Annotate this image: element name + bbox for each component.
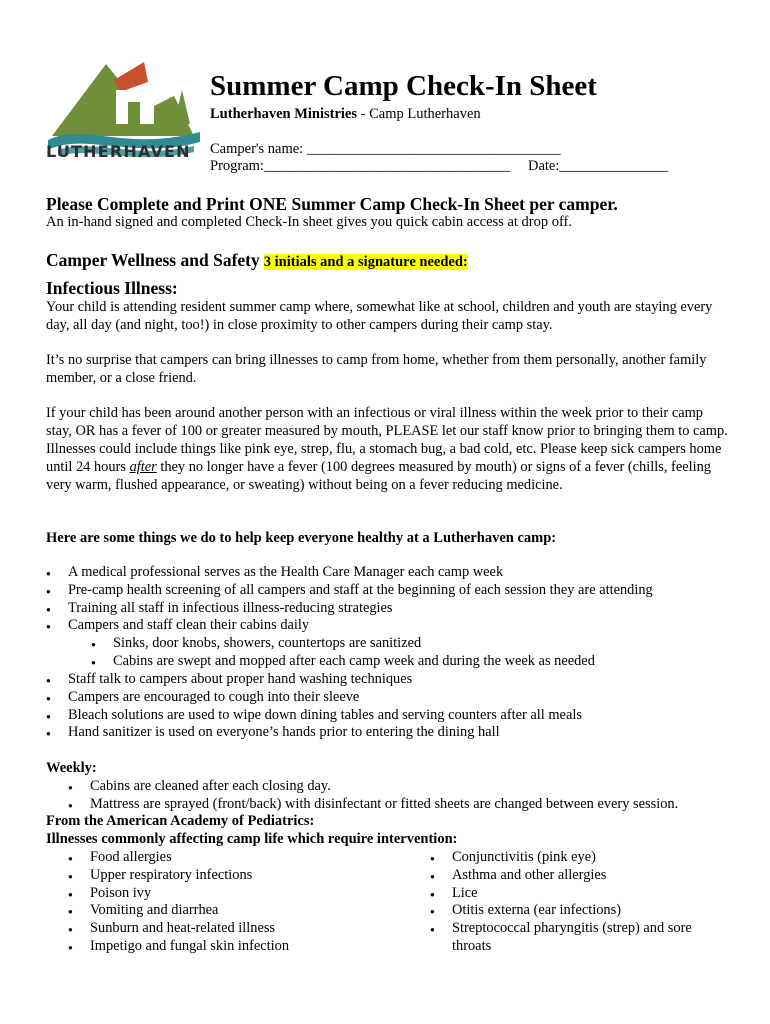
illness-heading: Infectious Illness: — [46, 278, 178, 298]
list-item: ● Conjunctivitis (pink eye) — [452, 849, 692, 867]
date-field[interactable]: Date:_______________ — [528, 158, 669, 174]
list-item: ● Upper respiratory infections — [90, 867, 289, 885]
program-field[interactable]: Program:__________________________________ — [210, 158, 511, 174]
logo-wordmark: LUTHERHAVEN — [46, 142, 191, 161]
emphasis-after: after — [129, 459, 157, 475]
list-item: ● Vomiting and diarrhea — [90, 902, 289, 920]
list-item: ● Campers are encouraged to cough into their sleeve — [68, 689, 582, 707]
list-item: ● Sunburn and heat-related illness — [90, 920, 289, 938]
healthy-practices-list-continued — [68, 671, 582, 742]
weekly-list — [90, 778, 678, 814]
healthy-practices-list — [68, 564, 653, 635]
illness-list-right — [452, 849, 692, 956]
logo-roof — [114, 62, 148, 92]
list-item: ● Impetigo and fungal skin infection — [90, 938, 289, 956]
list-item: ● Staff talk to campers about proper hand washing techniques — [68, 671, 582, 689]
aap-subheading: Illnesses commonly affecting camp life which require intervention: — [46, 831, 458, 847]
camp-name: - Camp Lutherhaven — [357, 106, 481, 122]
initials-required-note: 3 initials and a signature needed: — [263, 254, 468, 270]
weekly-heading: Weekly: — [46, 760, 97, 776]
page-title: Summer Camp Check-In Sheet — [210, 70, 597, 102]
organization-line — [210, 106, 481, 123]
list-item: ● Poison ivy — [90, 885, 289, 903]
list-item: ● Cabins are cleaned after each closing day. — [90, 778, 678, 796]
list-item: ● Otitis externa (ear infections) — [452, 902, 692, 920]
list-item: ● Training all staff in infectious illness-reducing strategies — [68, 600, 653, 618]
list-item: ● Sinks, door knobs, showers, countertops are sanitized — [113, 635, 595, 653]
intro-text: An in-hand signed and completed Check-In sheet gives you quick cabin access at drop off. — [46, 214, 573, 230]
list-item: ● Lice — [452, 885, 692, 903]
list-item: ● Asthma and other allergies — [452, 867, 692, 885]
list-item: ● Hand sanitizer is used on everyone’s hands prior to entering the dining hall — [68, 724, 582, 742]
list-item: ● Pre-camp health screening of all campers and staff at the beginning of each session they are attending — [68, 582, 653, 600]
list-item: ● Bleach solutions are used to wipe down dining tables and serving counters after all meals — [68, 707, 582, 725]
camper-name-field[interactable]: Camper's name: ___________________________________ — [210, 141, 561, 157]
logo-door — [128, 102, 140, 124]
illness-list-left — [90, 849, 289, 956]
list-item: ● Campers and staff clean their cabins daily — [68, 617, 653, 635]
organization-name: Lutherhaven Ministries — [210, 106, 358, 122]
list-item: ● Streptococcal pharyngitis (strep) and sore — [452, 920, 692, 938]
list-item: ● Mattress are sprayed (front/back) with disinfectant or fitted sheets are changed between every session. — [90, 796, 678, 814]
illness-paragraph-3 — [46, 404, 730, 494]
illness-paragraph-3-start: If your child has been around another person with an infectious or viral illness within the week prior to their camp stay, OR has a fever of 100 or greater measured by mouth, PLEASE let our staff know prior to bringing them to camp. Illnesses could include things like pink eye, strep, flu, a stomach bug, a bad cold, etc. Please keep sick campers home until 24 hours — [46, 405, 728, 475]
wellness-heading-line — [46, 250, 468, 271]
list-item-continuation: throats — [452, 937, 492, 954]
cleaning-sub-list — [113, 635, 595, 671]
intro-heading: Please Complete and Print ONE Summer Camp Check-In Sheet per camper. — [46, 194, 618, 214]
illness-paragraph-1: Your child is attending resident summer camp where, somewhat like at school, children and youth are staying every day, all day (and night, too!) in close proximity to other campers during their camp stay. — [46, 299, 713, 333]
list-item: ● Food allergies — [90, 849, 289, 867]
aap-heading: From the American Academy of Pediatrics: — [46, 813, 315, 829]
wellness-heading: Camper Wellness and Safety — [46, 250, 260, 270]
list-item: ● Cabins are swept and mopped after each camp week and during the week as needed — [113, 653, 595, 671]
list-item: ● A medical professional serves as the Health Care Manager each camp week — [68, 564, 653, 582]
healthy-practices-heading: Here are some things we do to help keep everyone healthy at a Lutherhaven camp: — [46, 530, 557, 546]
illness-paragraph-2: It’s no surprise that campers can bring illnesses to camp from home, whether from them personally, another family member, or a close friend. — [46, 352, 707, 386]
illness-paragraph-3-end: they no longer have a fever (100 degrees measured by mouth) or signs of a fever (chills, feeling very warm, flushed appearance, or sweating) without being on a fever reducing medicine. — [46, 459, 711, 493]
